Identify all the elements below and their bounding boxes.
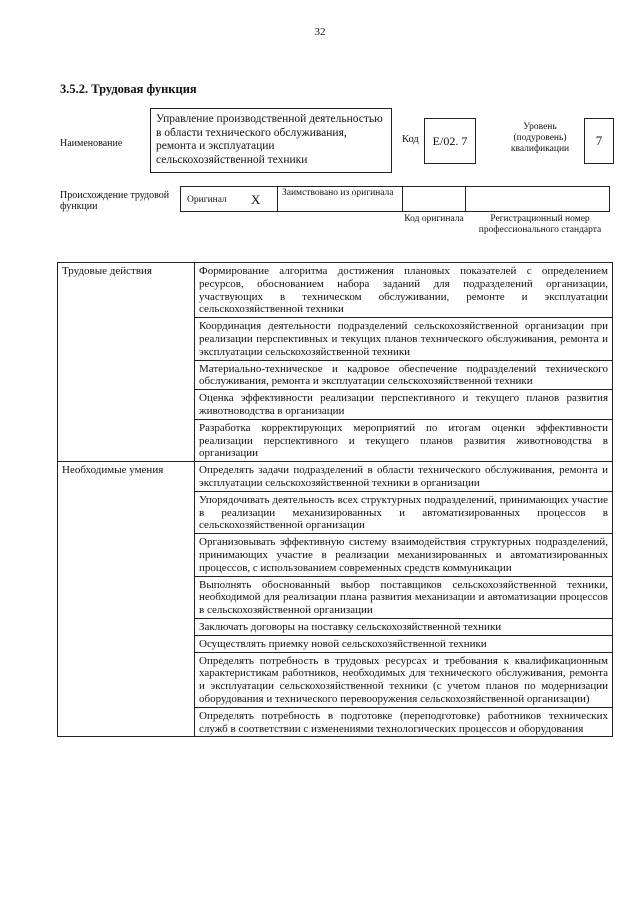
section-item: Организовывать эффективную систему взаимодействия структурных подразделений, принимающих участие в реализации механизированных и автоматизированных процессов, с использованием современных средств коммуникации <box>195 534 613 576</box>
section-item: Заключать договоры на поставку сельскохозяйственной техники <box>195 618 613 635</box>
function-name-box <box>150 108 392 173</box>
section-item: Осуществлять приемку новой сельскохозяйственной техники <box>195 635 613 652</box>
code-label: Код <box>402 134 419 145</box>
section-label: Необходимые умения <box>58 462 195 737</box>
section-item: Определять потребность в трудовых ресурсах и требования к квалификационным характеристикам работников, необходимых для технического обслуживания, ремонта и эксплуатации сельскохозяйственной техники (с учетом планов по модернизации оборудования и технического перевооружения сельскохозяйственной организации) <box>195 652 613 707</box>
level-value: 7 <box>595 133 603 148</box>
original-mark: X <box>251 192 261 207</box>
level-box <box>584 118 614 164</box>
reg-number-caption: Регистрационный номер профессионального стандарта <box>478 214 602 235</box>
section-item: Выполнять обоснованный выбор поставщиков сельскохозяйственной техники, необходимой для реализации плана развития механизации и автоматизации процессов в сельскохозяйственной организации <box>195 576 613 618</box>
original-cell <box>180 186 278 212</box>
origin-label: Происхождение трудовой функции <box>60 190 170 212</box>
origin-row <box>180 186 610 212</box>
reg-number-cell <box>465 186 610 212</box>
code-original-cell <box>402 186 466 212</box>
function-table <box>57 262 613 737</box>
function-name: Управление производственной деятельностью в области технического обслуживания, ремонта и эксплуатации сельскохозяйственной техники <box>156 113 383 166</box>
section-item: Разработка корректирующих мероприятий по итогам оценки эффективности реализации перспективного и текущего планов развития животноводства в организации <box>195 419 613 461</box>
section-item: Упорядочивать деятельность всех структурных подразделений, принимающих участие в реализации механизированных и автоматизированных процессов в сельскохозяйственной организации <box>195 491 613 533</box>
name-label: Наименование <box>60 138 123 149</box>
section-item: Координация деятельности подразделений сельскохозяйственной организации при реализации перспективных и текущих планов технического обслуживания, ремонта и эксплуатации сельскохозяйственной техники <box>195 318 613 360</box>
level-label: Уровень (подуровень) квалификации <box>510 122 570 154</box>
section-item: Материально-техническое и кадровое обеспечение подразделений технического обслуживания, ремонта и эксплуатации сельскохозяйственной техники <box>195 360 613 390</box>
section-item: Формирование алгоритма достижения плановых показателей с определением ресурсов, обоснованием набора заданий для подразделений организации, участвующих в техническом обслуживании, ремонте и эксплуатации сельскохозяйственной техники <box>195 263 613 318</box>
section-item: Оценка эффективности реализации перспективного и текущего планов развития животноводства в организации <box>195 390 613 420</box>
code-original-caption: Код оригинала <box>404 214 464 224</box>
page-number: 32 <box>314 26 326 38</box>
code-value: E/02. 7 <box>432 133 468 148</box>
borrowed-label: Заимствовано из оригинала <box>282 188 394 198</box>
table-row <box>58 263 613 318</box>
code-box <box>424 118 476 164</box>
original-label: Оригинал <box>187 195 227 205</box>
section-title: 3.5.2. Трудовая функция <box>60 82 197 96</box>
section-label: Трудовые действия <box>58 263 195 462</box>
borrowed-cell <box>277 186 403 212</box>
function-table-body <box>58 263 613 737</box>
section-item: Определять потребность в подготовке (переподготовке) работников технических служб в соответствии с изменениями технологических процессов и оборудования <box>195 707 613 737</box>
table-row <box>58 462 613 492</box>
section-item: Определять задачи подразделений в области технического обслуживания, ремонта и эксплуатации сельскохозяйственной техники в организации <box>195 462 613 492</box>
